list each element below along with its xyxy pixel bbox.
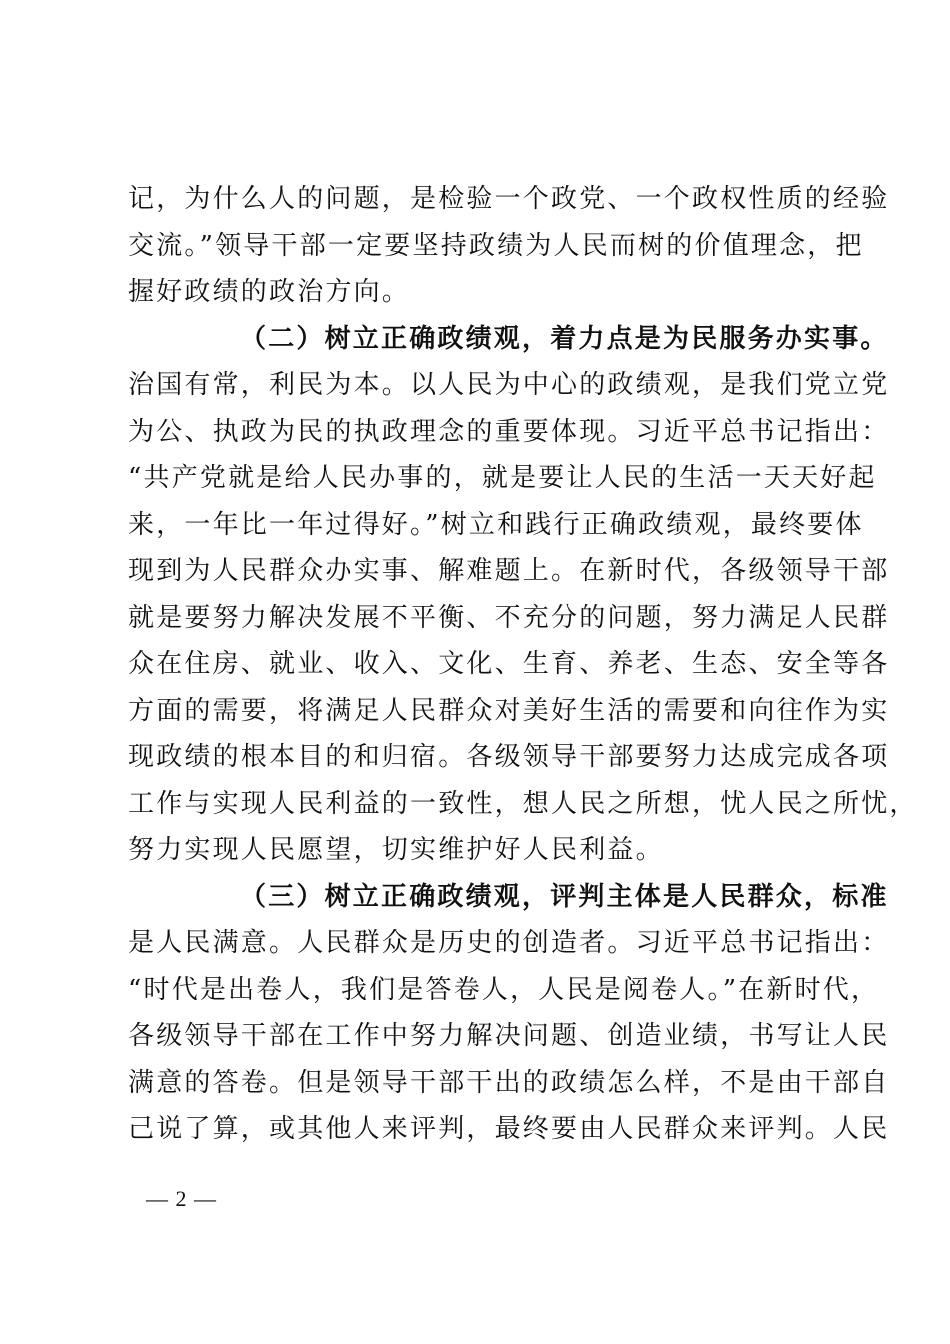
text-line: 工作与实现人民利益的一致性，想人民之所想，忧人民之所忧， bbox=[128, 788, 918, 819]
text-line: 努力实现人民愿望，切实维护好人民利益。 bbox=[128, 835, 664, 865]
text-line: 交流。”领导干部一定要坚持政绩为人民而树的价值理念，把 bbox=[128, 230, 864, 261]
body-text bbox=[128, 176, 918, 1153]
text-line: 现政绩的根本目的和归宿。各级领导干部要努力达成完成各项 bbox=[128, 742, 890, 772]
text-line: 己说了算，或其他人来评判，最终要由人民群众来评判。人民 bbox=[128, 1114, 890, 1144]
text-line: 方面的需要，将满足人民群众对美好生活的需要和向往作为实 bbox=[128, 695, 890, 726]
text-line: 治国有常，利民为本。以人民为中心的政绩观，是我们党立党 bbox=[128, 370, 890, 400]
text-line: 就是要努力解决发展不平衡、不充分的问题，努力满足人民群 bbox=[128, 602, 890, 633]
text-line: 现到为人民群众办实事、解难题上。在新时代，各级领导干部 bbox=[128, 556, 890, 586]
section-heading-2: （二）树立正确政绩观，着力点是为民服务办实事。 bbox=[240, 323, 889, 354]
text-line: 为公、执政为民的执政理念的重要体现。习近平总书记指出： bbox=[128, 416, 890, 447]
page-number: — 2 — bbox=[146, 1186, 217, 1211]
text-line: 握好政绩的政治方向。 bbox=[128, 277, 411, 307]
text-line: “时代是出卷人，我们是答卷人，人民是阅卷人。”在新时代， bbox=[128, 974, 880, 1005]
text-line: “共产党就是给人民办事的，就是要让人民的生活一天天好起 bbox=[128, 463, 877, 493]
text-line: 各级领导干部在工作中努力解决问题、创造业绩，书写让人民 bbox=[128, 1021, 890, 1051]
text-line: 众在住房、就业、收入、文化、生育、养老、生态、安全等各 bbox=[128, 649, 890, 679]
section-heading-3: （三）树立正确政绩观，评判主体是人民群众，标准 bbox=[240, 881, 889, 912]
text-line: 来，一年比一年过得好。”树立和践行正确政绩观，最终要体 bbox=[128, 509, 864, 540]
text-line: 满意的答卷。但是领导干部干出的政绩怎么样，不是由干部自 bbox=[128, 1067, 890, 1098]
text-line: 记，为什么人的问题，是检验一个政党、一个政权性质的经验 bbox=[128, 184, 890, 214]
text-line: 是人民满意。人民群众是历史的创造者。习近平总书记指出： bbox=[128, 928, 890, 958]
